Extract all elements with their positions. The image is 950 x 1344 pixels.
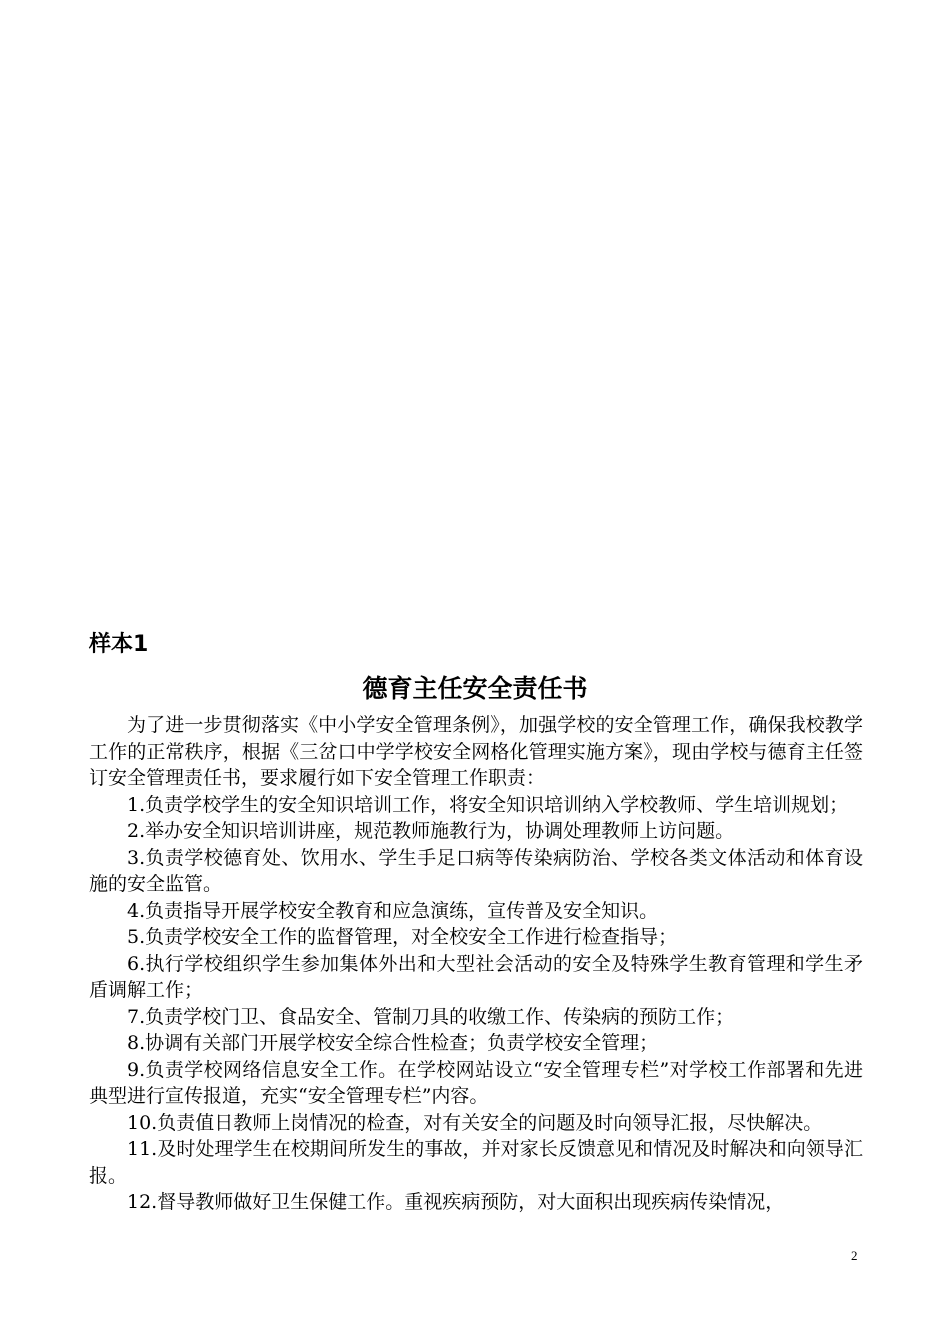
- duty-item-8: 8.协调有关部门开展学校安全综合性检查；负责学校安全管理；: [127, 1032, 659, 1054]
- duty-item-1: 1.负责学校学生的安全知识培训工作，将安全知识培训纳入学校教师、学生培训规划；: [127, 793, 849, 816]
- sample-label: 样本1: [89, 632, 149, 657]
- document-body: [89, 712, 863, 1216]
- duty-item-4: 4.负责指导开展学校安全教育和应急演练，宣传普及安全知识。: [127, 899, 659, 922]
- duty-item-7: 7.负责学校门卫、食品安全、管制刀具的收缴工作、传染病的预防工作；: [127, 1005, 735, 1028]
- page-number: 2: [851, 1248, 858, 1263]
- duty-item-11: 11.及时处理学生在校期间所发生的事故，并对家长反馈意见和情况及时解决和向领导汇报。: [89, 1138, 863, 1187]
- document-title: 德育主任安全责任书: [362, 674, 588, 703]
- duty-item-9: 9.负责学校网络信息安全工作。在学校网站设立“安全管理专栏”对学校工作部署和先进典型进行宣传报道，充实“安全管理专栏”内容。: [89, 1058, 863, 1107]
- intro-paragraph: 为了进一步贯彻落实《中小学安全管理条例》，加强学校的安全管理工作，确保我校教学工作的正常秩序，根据《三岔口中学学校安全网格化管理实施方案》，现由学校与德育主任签订安全管理责任书，要求履行如下安全管理工作职责：: [89, 714, 863, 789]
- duty-item-10: 10.负责值日教师上岗情况的检查，对有关安全的问题及时向领导汇报，尽快解决。: [127, 1111, 823, 1134]
- duty-item-3: 3.负责学校德育处、饮用水、学生手足口病等传染病防治、学校各类文体活动和体育设施的安全监管。: [89, 846, 863, 895]
- duty-item-12: 12.督导教师做好卫生保健工作。重视疾病预防，对大面积出现疾病传染情况，: [127, 1191, 785, 1213]
- duty-item-2: 2.举办安全知识培训讲座，规范教师施教行为，协调处理教师上访问题。: [127, 820, 735, 842]
- duty-item-5: 5.负责学校安全工作的监督管理，对全校安全工作进行检查指导；: [127, 926, 678, 948]
- duty-item-6: 6.执行学校组织学生参加集体外出和大型社会活动的安全及特殊学生教育管理和学生矛盾调解工作；: [89, 952, 863, 1001]
